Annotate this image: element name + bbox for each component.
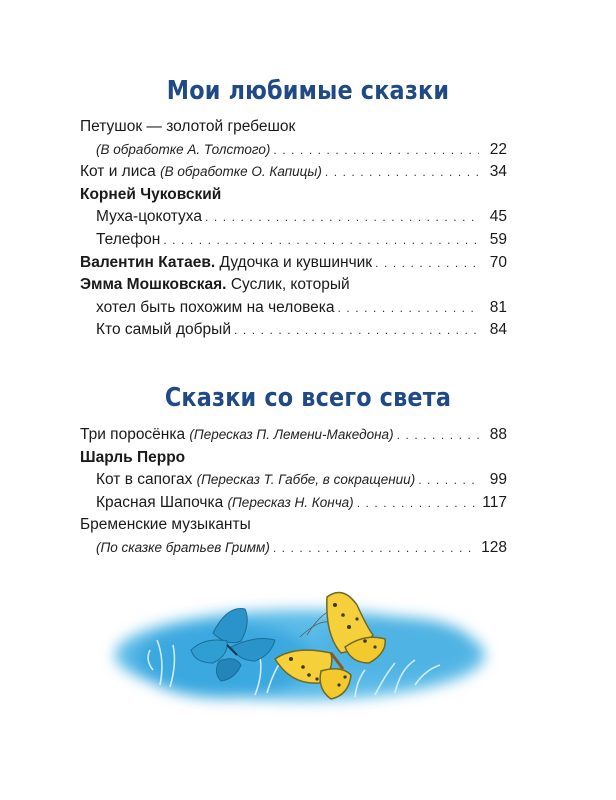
author-name: Шарль Перро — [80, 448, 186, 466]
toc-entry[interactable] — [80, 161, 507, 184]
toc-entry[interactable] — [80, 514, 507, 537]
page-number: 22 — [489, 140, 507, 158]
toc-author — [80, 447, 507, 470]
page-number: 88 — [489, 426, 507, 443]
toc-entry[interactable] — [80, 319, 507, 342]
toc-entry[interactable] — [80, 274, 507, 297]
dot-leader — [163, 229, 479, 252]
author-name: Эмма Мошковская. — [80, 276, 227, 294]
toc-entry[interactable] — [80, 469, 507, 492]
entry-title: Муха-цокотуха — [96, 208, 202, 226]
dot-leader — [397, 424, 479, 447]
toc-entry[interactable] — [80, 297, 507, 320]
author-name: Валентин Катаев. — [80, 253, 216, 271]
dot-leader — [325, 161, 479, 184]
page-number: 59 — [489, 230, 507, 248]
dot-leader — [234, 319, 479, 342]
toc-entry[interactable] — [80, 229, 507, 252]
toc-entry[interactable] — [80, 492, 507, 515]
butterflies-image — [95, 575, 515, 725]
page-number: 117 — [482, 493, 507, 511]
page-number: 45 — [489, 208, 507, 226]
section-title-world-tales: Сказки со всего света — [164, 383, 452, 413]
entry-title: Суслик, который — [230, 276, 350, 294]
dot-leader — [418, 469, 479, 492]
dot-leader — [338, 297, 479, 320]
entry-note: (Пересказ Т. Габбе, в сокращении) — [196, 472, 416, 488]
author-name: Корней Чуковский — [80, 185, 222, 203]
entry-note: (Пересказ Н. Конча) — [227, 494, 354, 510]
entry-note: (В обработке О. Капицы) — [160, 164, 322, 180]
toc-entry[interactable] — [80, 139, 507, 162]
page-number: 99 — [489, 471, 507, 489]
toc-entry[interactable] — [80, 252, 507, 275]
page-number: 84 — [489, 321, 507, 339]
page-number: 34 — [489, 163, 507, 181]
dot-leader — [205, 206, 479, 229]
section-title-favorite-tales: Мои любимые сказки — [166, 76, 450, 106]
toc-entry[interactable] — [80, 537, 507, 560]
entry-title: Кот и лиса — [80, 163, 156, 181]
toc-entry[interactable] — [80, 206, 507, 229]
dot-leader — [273, 139, 479, 162]
entry-title: Красная Шапочка — [96, 493, 224, 511]
dot-leader — [357, 492, 477, 515]
entry-title: Кто самый добрый — [96, 321, 231, 339]
entry-title: Кот в сапогах — [96, 471, 193, 489]
entry-title: Три поросёнка — [80, 426, 186, 443]
toc-author — [80, 184, 507, 207]
page-number: 128 — [481, 538, 507, 556]
page-number: 70 — [489, 253, 507, 271]
toc-world-tales — [80, 424, 507, 560]
page-number: 81 — [489, 298, 507, 316]
entry-note: (В обработке А. Толстого) — [96, 141, 271, 157]
entry-note: (По сказке братьев Гримм) — [96, 539, 270, 555]
entry-title: Бременские музыканты — [80, 516, 251, 534]
dot-leader — [273, 537, 475, 560]
entry-note: (Пересказ П. Лемени-Македона) — [189, 427, 394, 442]
butterflies-illustration — [95, 575, 515, 725]
toc-entry[interactable] — [80, 424, 507, 447]
entry-title: Петушок — золотой гребешок — [80, 118, 296, 135]
toc-entry[interactable] — [80, 116, 507, 139]
entry-title: Дудочка и кувшинчик — [219, 253, 373, 271]
toc-favorite-tales — [80, 116, 507, 342]
entry-title: хотел быть похожим на человека — [96, 298, 335, 316]
dot-leader — [375, 252, 479, 275]
entry-title: Телефон — [96, 230, 161, 248]
